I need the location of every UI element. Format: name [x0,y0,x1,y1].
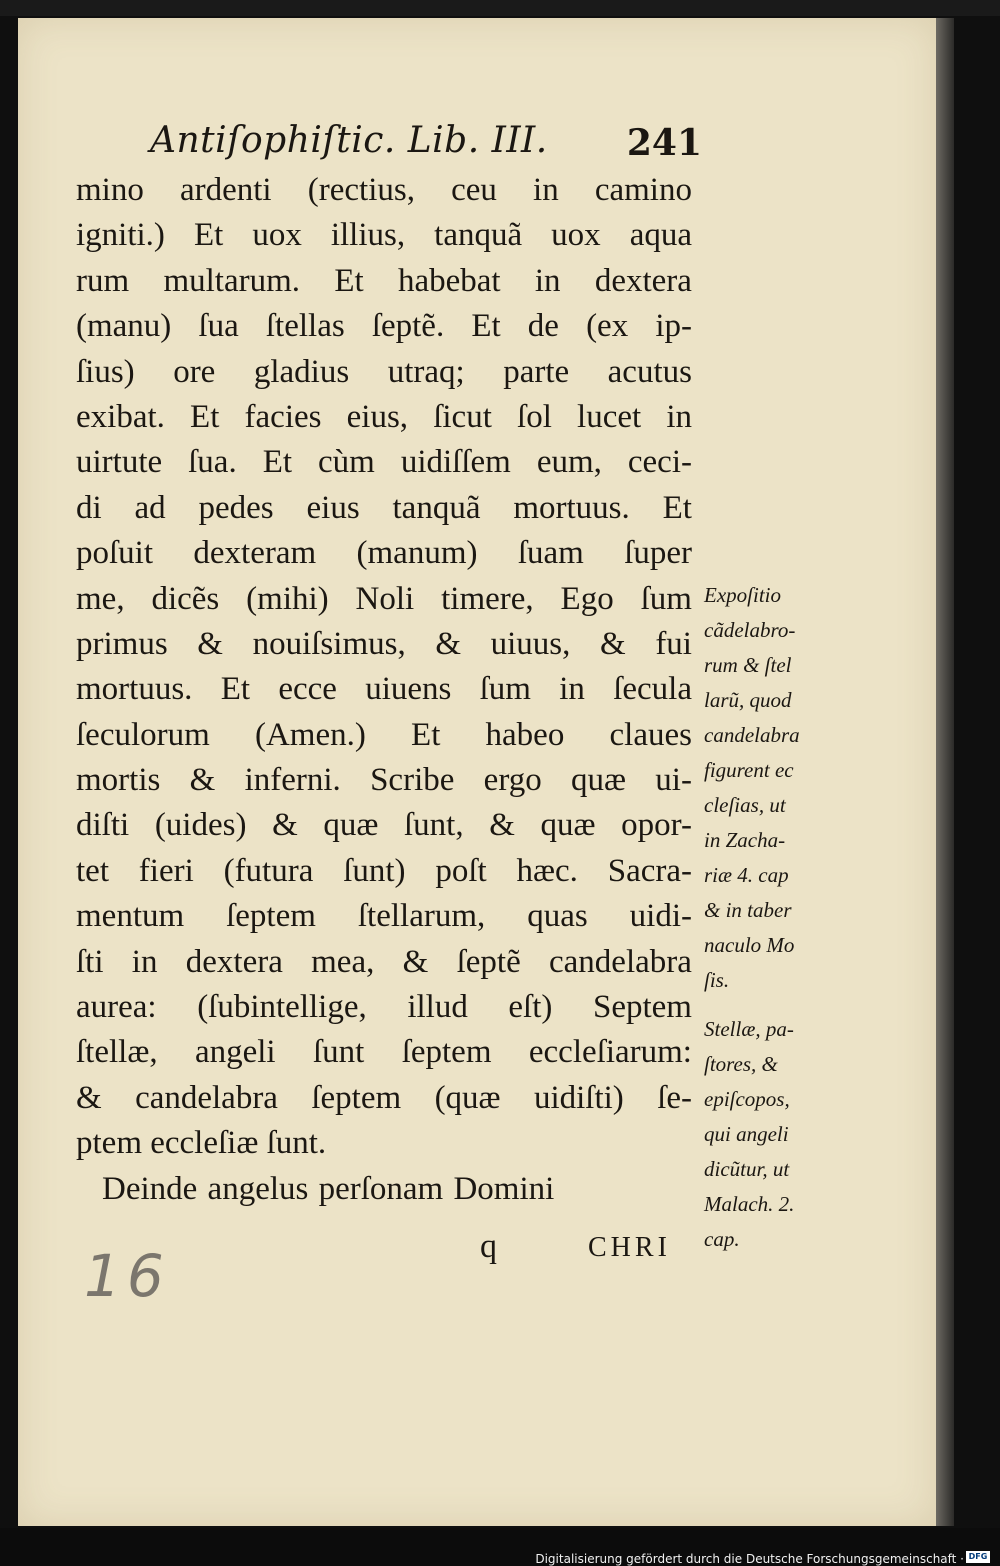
margin-note-line: Malach. 2. [704,1192,795,1216]
running-title: Antiſophiſtic. Lib. III. [150,120,548,161]
margin-note-gap [704,998,844,1012]
text-line: mino ardenti (rectius, ceu in camino [76,172,692,208]
margin-note-line: cap. [704,1227,740,1251]
text-line: ſeculorum (Amen.) Et habeo claues [76,716,692,753]
text-line: mentum ſeptem ſtellarum, quas uidi- [76,898,692,935]
pencil-annotation: 16 [84,1242,170,1310]
text-line: (manu) ſua ſtellas ſeptẽ. Et de (ex ip- [76,308,692,345]
margin-note-line: cleſias, ut [704,793,786,817]
margin-note-line: epiſcopos, [704,1087,790,1111]
margin-note-line: larũ, quod [704,688,792,712]
margin-note-line: ſtores, & [704,1052,778,1076]
margin-note-line: & in taber [704,898,792,922]
catchword: CHRI [588,1232,671,1263]
text-line: tet fieri (futura ſunt) poſt hæc. Sacra- [76,852,692,889]
text-line: ſius) ore gladius utraq; parte acutus [76,353,692,390]
page-footer [480,1228,700,1272]
dfg-logo: DFG [966,1551,990,1563]
signature-mark: q [480,1228,497,1265]
margin-note-line: rum & ſtel [704,653,792,677]
text-line: ſti in dextera mea, & ſeptẽ candelabra [76,943,692,980]
margin-note-line: ſis. [704,968,730,992]
marginal-note [704,578,844,1257]
text-line: exibat. Et facies eius, ſicut ſol lucet in [76,398,692,435]
main-text-block [76,168,692,1212]
scan-top-border [0,0,1000,16]
margin-note-line: naculo Mo [704,933,795,957]
text-line: me, dicẽs (mihi) Noli timere, Ego ſum [76,580,692,617]
margin-note-line: Stellæ, pa- [704,1017,794,1041]
margin-note-line: dicũtur, ut [704,1157,790,1181]
digitization-credit: Digitalisierung gefördert durch die Deutsche Forschungsgemeinschaft · [535,1552,964,1566]
page-number: 241 [626,122,702,164]
margin-note-line: qui angeli [704,1122,789,1146]
text-line: diſti (uides) & quæ ſunt, & quæ opor- [76,807,692,844]
margin-note-line: in Zacha- [704,828,786,852]
margin-note-line: figurent ec [704,758,794,782]
margin-note-line: cãdelabro- [704,618,796,642]
margin-note-line: candelabra [704,723,800,747]
text-line: ptem eccleſiæ ſunt. [76,1125,327,1162]
margin-note-line: Expoſitio [704,583,781,607]
page-edge-shadow [936,18,954,1526]
text-line: di ad pedes eius tanquã mortuus. Et [76,489,692,526]
text-line: mortis & inferni. Scribe ergo quæ ui- [76,762,692,799]
text-line: rum multarum. Et habebat in dextera [76,262,692,299]
text-line: aurea: (ſubintellige, illud eſt) Septem [76,989,692,1026]
text-line: uirtute ſua. Et cùm uidiſſem eum, ceci- [76,444,692,481]
text-line: igniti.) Et uox illius, tanquã uox aqua [76,217,692,254]
text-line: & candelabra ſeptem (quæ uidiſti) ſe- [76,1079,692,1116]
text-line-indented: Deinde angelus perſonam Domini [102,1170,555,1207]
margin-note-line: riæ 4. cap [704,863,789,887]
text-line: mortuus. Et ecce uiuens ſum in ſecula [76,671,692,708]
text-line: primus & nouiſsimus, & uiuus, & fui [76,625,692,662]
text-line: poſuit dexteram (manum) ſuam ſuper [76,535,692,572]
page-header [150,120,702,172]
text-line: ſtellæ, angeli ſunt ſeptem eccleſiarum: [76,1034,692,1071]
